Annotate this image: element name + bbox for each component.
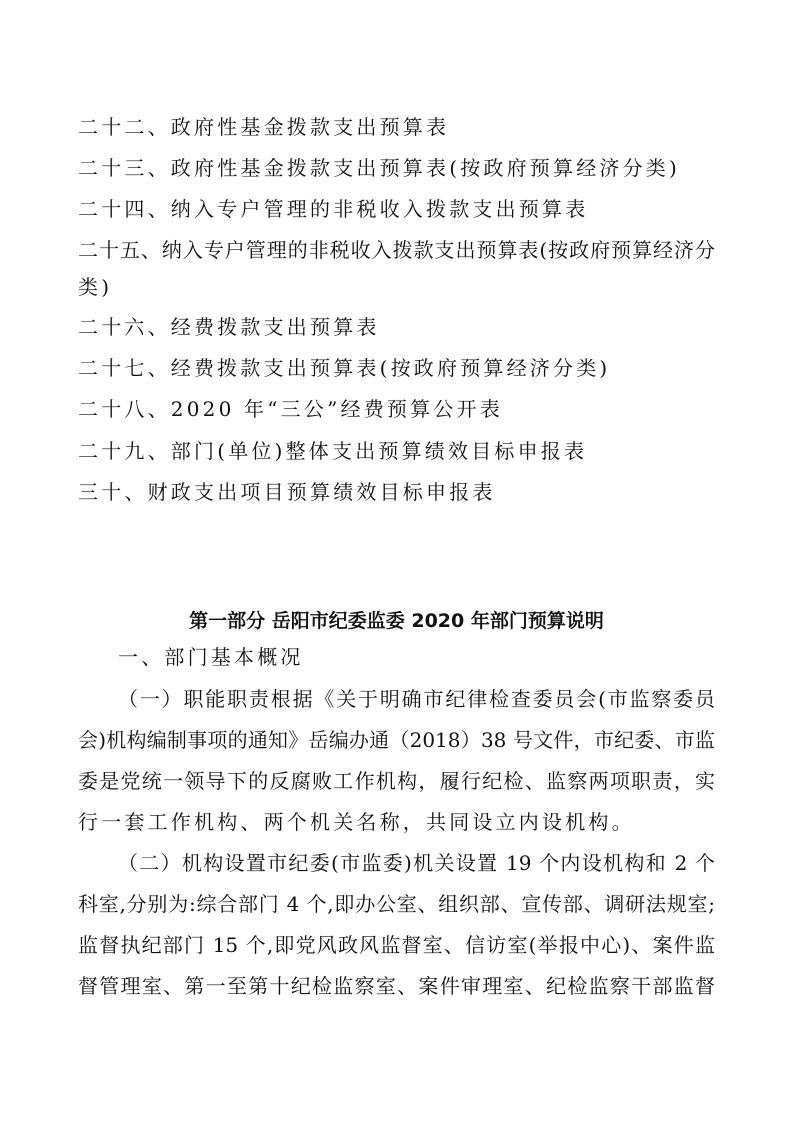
toc-item: 二十四、纳入专户管理的非税收入拨款支出预算表 xyxy=(78,197,589,221)
toc-item: 二十八、2020 年“三公”经费预算公开表 xyxy=(78,397,503,421)
paragraph-line: 会)机构编制事项的通知》岳编办通（2018）38 号文件，市纪委、市监 xyxy=(78,728,715,752)
toc-item: 二十二、政府性基金拨款支出预算表 xyxy=(78,115,450,139)
section-heading: 第一部分 岳阳市纪委监委 2020 年部门预算说明 xyxy=(189,610,604,632)
paragraph-line: （二）机构设置市纪委(市监委)机关设置 19 个内设机构和 2 个 xyxy=(118,851,715,875)
paragraph-line: 行一套工作机构、两个机关名称，共同设立内设机构。 xyxy=(78,810,635,834)
toc-item: 三十、财政支出项目预算绩效目标申报表 xyxy=(78,480,496,504)
paragraph-line: 委是党统一领导下的反腐败工作机构，履行纪检、监察两项职责，实 xyxy=(78,769,715,793)
toc-item: 二十六、经费拨款支出预算表 xyxy=(78,315,380,339)
subheading: 一、部门基本概况 xyxy=(118,645,304,669)
toc-item-continuation: 类) xyxy=(78,275,113,299)
toc-item: 二十七、经费拨款支出预算表(按政府预算经济分类) xyxy=(78,356,611,380)
toc-item: 二十三、政府性基金拨款支出预算表(按政府预算经济分类) xyxy=(78,156,681,180)
toc-item: 二十九、部门(单位)整体支出预算绩效目标申报表 xyxy=(78,439,588,463)
paragraph-line: 监督执纪部门 15 个,即党风政风监督室、信访室(举报中心)、案件监 xyxy=(78,933,715,957)
paragraph-line: 督管理室、第一至第十纪检监察室、案件审理室、纪检监察干部监督 xyxy=(78,974,715,998)
paragraph-line: （一）职能职责根据《关于明确市纪律检查委员会(市监察委员 xyxy=(118,687,715,711)
toc-item: 二十五、纳入专户管理的非税收入拨款支出预算表(按政府预算经济分 xyxy=(78,238,715,262)
paragraph-line: 科室,分别为:综合部门 4 个,即办公室、组织部、宣传部、调研法规室; xyxy=(78,892,715,916)
